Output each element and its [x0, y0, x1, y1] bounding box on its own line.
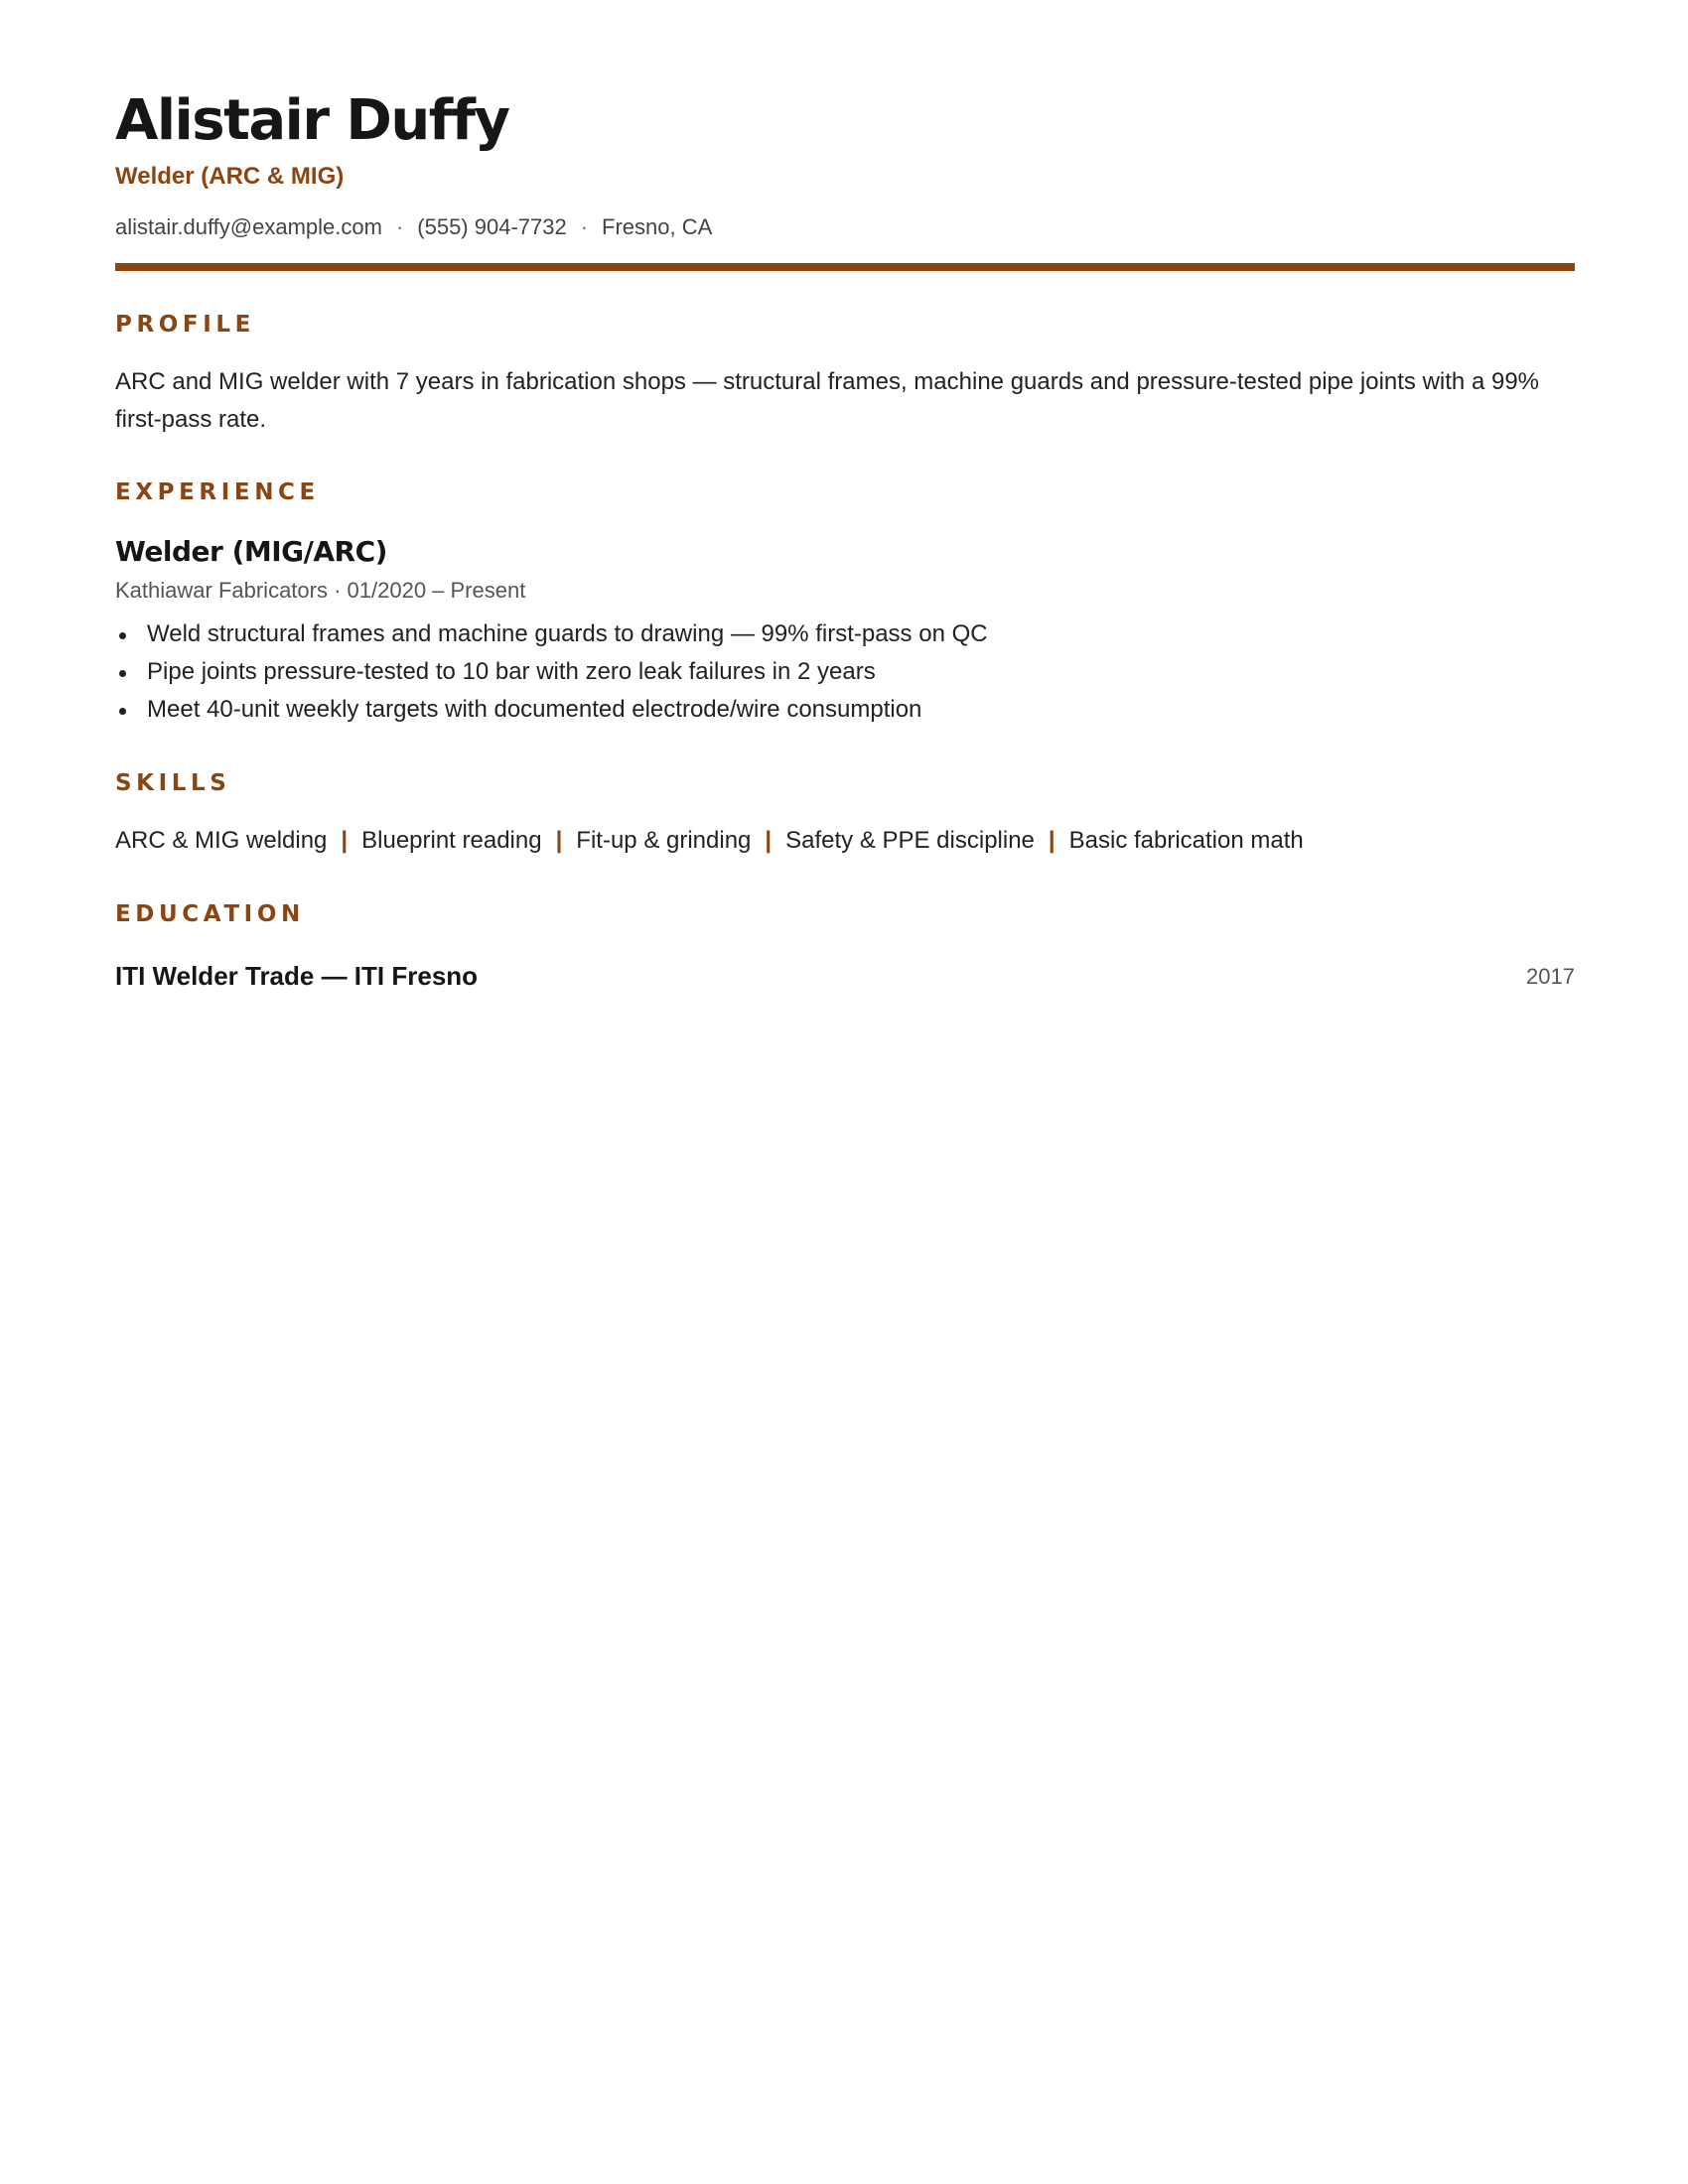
skill-item: Fit-up & grinding: [576, 827, 752, 854]
job-bullet: Meet 40-unit weekly targets with documented electrode/wire consumption: [115, 691, 988, 729]
section-title-education: EDUCATION: [115, 901, 305, 927]
job-bullet: Pipe joints pressure-tested to 10 bar with zero leak failures in 2 years: [115, 653, 988, 691]
contact-location: Fresno, CA: [602, 214, 713, 239]
contact-separator: ·: [395, 214, 404, 239]
header-divider: [115, 263, 1575, 271]
job-bullets: [115, 615, 988, 729]
section-title-experience: EXPERIENCE: [115, 479, 320, 505]
skill-item: ARC & MIG welding: [115, 827, 328, 854]
candidate-headline: Welder (ARC & MIG): [115, 163, 345, 190]
job-bullet: Weld structural frames and machine guards to drawing — 99% first-pass on QC: [115, 615, 988, 653]
skills-list: [115, 822, 1304, 860]
education-degree: ITI Welder Trade — ITI Fresno: [115, 961, 479, 991]
skill-item: Blueprint reading: [361, 827, 542, 854]
education-entry: [115, 957, 1575, 995]
skill-item: Basic fabrication math: [1068, 827, 1304, 854]
skill-divider: |: [1048, 827, 1055, 854]
section-title-profile: PROFILE: [115, 312, 255, 338]
job-meta: Kathiawar Fabricators · 01/2020 – Present: [115, 578, 526, 603]
contact-line: [115, 212, 712, 242]
profile-summary: ARC and MIG welder with 7 years in fabrication shops — structural frames, machine guards and pressure-tested pipe joints with a 99% first-pass rate.: [115, 368, 1539, 433]
candidate-name: Alistair Duffy: [115, 88, 509, 153]
contact-phone[interactable]: (555) 904-7732: [417, 214, 567, 239]
contact-email[interactable]: alistair.duffy@example.com: [115, 214, 382, 239]
job-title: Welder (MIG/ARC): [115, 535, 387, 568]
contact-separator: ·: [580, 214, 589, 239]
skill-divider: |: [341, 827, 349, 854]
section-title-skills: SKILLS: [115, 770, 231, 796]
skill-divider: |: [555, 827, 563, 854]
skill-item: Safety & PPE discipline: [785, 827, 1035, 854]
skill-divider: |: [765, 827, 773, 854]
education-year: 2017: [1526, 964, 1575, 989]
